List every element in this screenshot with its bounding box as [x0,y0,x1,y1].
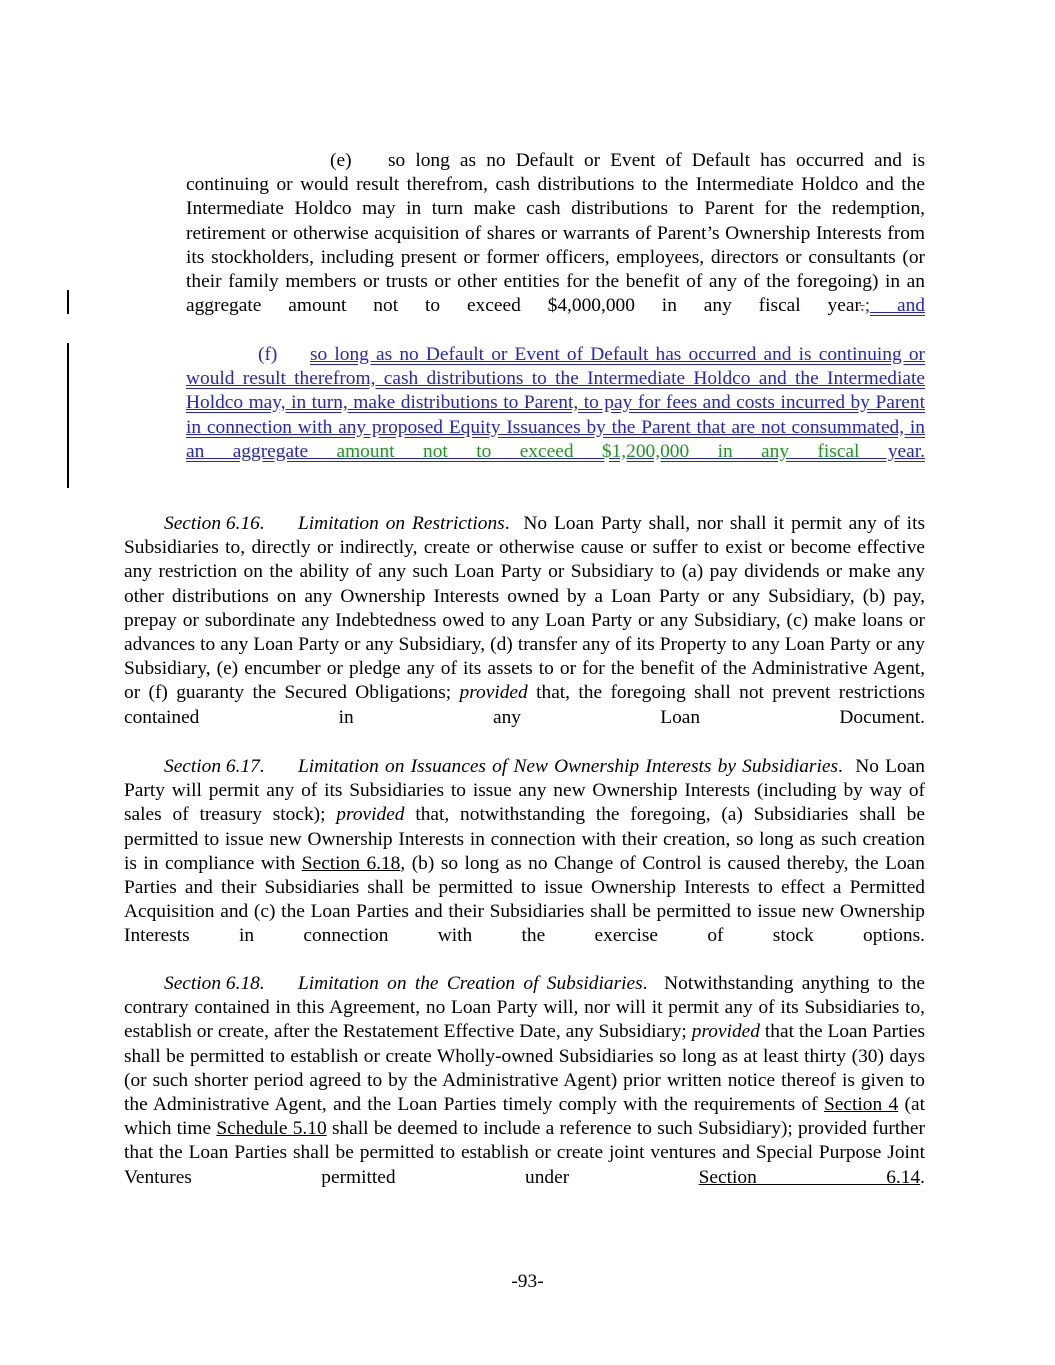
section-title: Limitation on Issuances of New Ownership Interests by Subsidiaries [298,756,839,777]
section-body: that, notwithstanding the foregoing, (a) Subsidiaries shall be permitted to issue new Ownership Interests in connection with their creation, so long as such creation is in compliance with [124,804,925,874]
paragraph-f-label: (f) [258,344,278,365]
section-6-17: Section 6.17. Limitation on Issuances of New Ownership Interests by Subsidiaries. No Loan Party will permit any of its Subsidiaries to issue any new Ownership Interests (including by way of sales of treasury stock); provided that, notwithstanding the foregoing, (a) Subsidiaries shall be permitted to issue new Ownership Interests in connection with their creation, so long as such creation is in compliance with Section 6.18, (b) so long as no Change of Control is caused thereby, the Loan Parties and their Subsidiaries shall be permitted to issue Ownership Interests to effect a Permitted Acquisition and (c) the Loan Parties and their Subsidiaries shall be permitted to issue new Ownership Interests in connection with the exercise of stock options. [124,756,925,947]
section-number: Section 6.17. [164,756,265,777]
inserted-and: ; and [864,295,925,317]
provided-term: provided [459,682,528,704]
section-6-14-link[interactable]: Section 6.14 [698,1166,921,1188]
provided-term: provided [336,804,405,826]
paragraph-e-label: (e) [330,150,352,171]
section-body: (at which time [124,1094,925,1140]
change-bar-e [67,290,69,314]
paragraph-e-text: so long as no Default or Event of Default has occurred and is continuing or would result therefrom, cash distributions to the Intermediate Holdco and the Intermediate Holdco may in turn make cash distributions to Parent for the redemption, retirement or otherwise acquisition of shares or warrants of Parent’s Ownership Interests from its stockholders, including present or former officers, employees, directors or consultants (or their family members or trusts or other entities for the benefit of any of the foregoing) in an aggregate amount not to exceed $4,000,000 in any fiscal year [186,150,925,317]
page-number: -93- [511,1271,544,1292]
section-body: shall be deemed to include a reference to such Subsidiary); provided further that the Loan Parties shall be permitted to establish or create joint ventures and Special Purpose Joint Ventures permitted under [124,1118,925,1188]
section-body: that the Loan Parties shall be permitted to establish or create Wholly-owned Subsidiaries so long as at least thirty (30) days (or such shorter period agreed to by the Administrative Agent) prior written notice thereof is given to the Administrative Agent, and the Loan Parties timely comply with the requirements of [124,1021,925,1116]
paragraph-f [186,343,925,488]
paragraph-f-tail: year. [859,440,925,462]
section-6-16: Section 6.16. Limitation on Restrictions. No Loan Party shall, nor shall it permit any of its Subsidiaries to, directly or indirectly, create or otherwise cause or suffer to exist or become effective any restriction on the ability of any such Loan Party or Subsidiary to (a) pay dividends or make any other distributions on any Ownership Interests owned by a Loan Party or any Subsidiary, (b) pay, prepay or subordinate any Indebtedness owed to any Loan Party or any Subsidiary, (c) make loans or advances to any Loan Party or any Subsidiary, (d) transfer any of its Property to any Loan Party or any Subsidiary, (e) encumber or pledge any of its assets to or for the benefit of the Administrative Agent, or (f) guaranty the Secured Obligations; provided that, the foregoing shall not prevent restrictions contained in any Loan Document. [124,513,925,728]
provided-term: provided [691,1021,760,1043]
section-6-18-link[interactable]: Section 6.18 [301,852,401,874]
section-number: Section 6.16. [164,513,265,534]
change-bar-f [67,343,69,488]
section-body: No Loan Party will permit any of its Subsidiaries to issue any new Ownership Interests (including by way of sales of treasury stock); [124,756,925,826]
paragraph-f-moved-text: amount not to exceed $1,200,000 in any fiscal [336,440,860,462]
section-4-link[interactable]: Section 4 [824,1094,899,1116]
section-body: No Loan Party shall, nor shall it permit any of its Subsidiaries to, directly or indirectly, create or otherwise cause or suffer to exist or become effective any restriction on the ability of any such Loan Party or Subsidiary to (a) pay dividends or make any other distributions on any Ownership Interests owned by a Loan Party or any Subsidiary, (b) pay, prepay or subordinate any Indebtedness owed to any Loan Party or any Subsidiary, (c) make loans or advances to any Loan Party or any Subsidiary, (d) transfer any of its Property to any Loan Party or any Subsidiary, (e) encumber or pledge any of its assets to or for the benefit of the Administrative Agent, or (f) guaranty the Secured Obligations; [124,513,925,704]
section-body-end: that, the foregoing shall not prevent restrictions contained in any Loan Document. [124,682,925,728]
section-body: , (b) so long as no Change of Control is caused thereby, the Loan Parties and their Subsidiaries shall be permitted to issue Ownership Interests to effect a Permitted Acquisition and (c) the Loan Parties and their Subsidiaries shall be permitted to issue new Ownership Interests in connection with the exercise of stock options. [124,852,925,947]
section-number: Section 6.18. [164,973,265,994]
deleted-period: . [859,295,865,317]
paragraph-f-text: so long as no Default or Event of Default has occurred and is continuing or would result therefrom, cash distributions to the Intermediate Holdco and the Intermediate Holdco may, in turn, make distributions to Parent, to pay for fees and costs incurred by Parent in connection with any proposed Equity Issuances by the Parent that are not consummated, in an aggregate [186,344,925,462]
section-body: Notwithstanding anything to the contrary contained in this Agreement, no Loan Party will, nor will it permit any of its Subsidiaries to, establish or create, after the Restatement Effective Date, any Subsidiary; [124,973,925,1043]
section-title: Limitation on the Creation of Subsidiaries [298,973,643,994]
schedule-5-10-link[interactable]: Schedule 5.10 [216,1118,327,1140]
section-title: Limitation on Restrictions [298,513,505,534]
section-6-18: Section 6.18. Limitation on the Creation of Subsidiaries. Notwithstanding anything to the contrary contained in this Agreement, no Loan Party will, nor will it permit any of its Subsidiaries to, establish or create, after the Restatement Effective Date, any Subsidiary; provided that the Loan Parties shall be permitted to establish or create Wholly-owned Subsidiaries so long as at least thirty (30) days (or such shorter period agreed to by the Administrative Agent) prior written notice thereof is given to the Administrative Agent, and the Loan Parties timely comply with the requirements of Section 4 (at which time Schedule 5.10 shall be deemed to include a reference to such Subsidiary); provided further that the Loan Parties shall be permitted to establish or create joint ventures and Special Purpose Joint Ventures permitted under Section 6.14. [124,973,925,1188]
section-body: . [920,1166,925,1188]
paragraph-e [186,149,925,343]
